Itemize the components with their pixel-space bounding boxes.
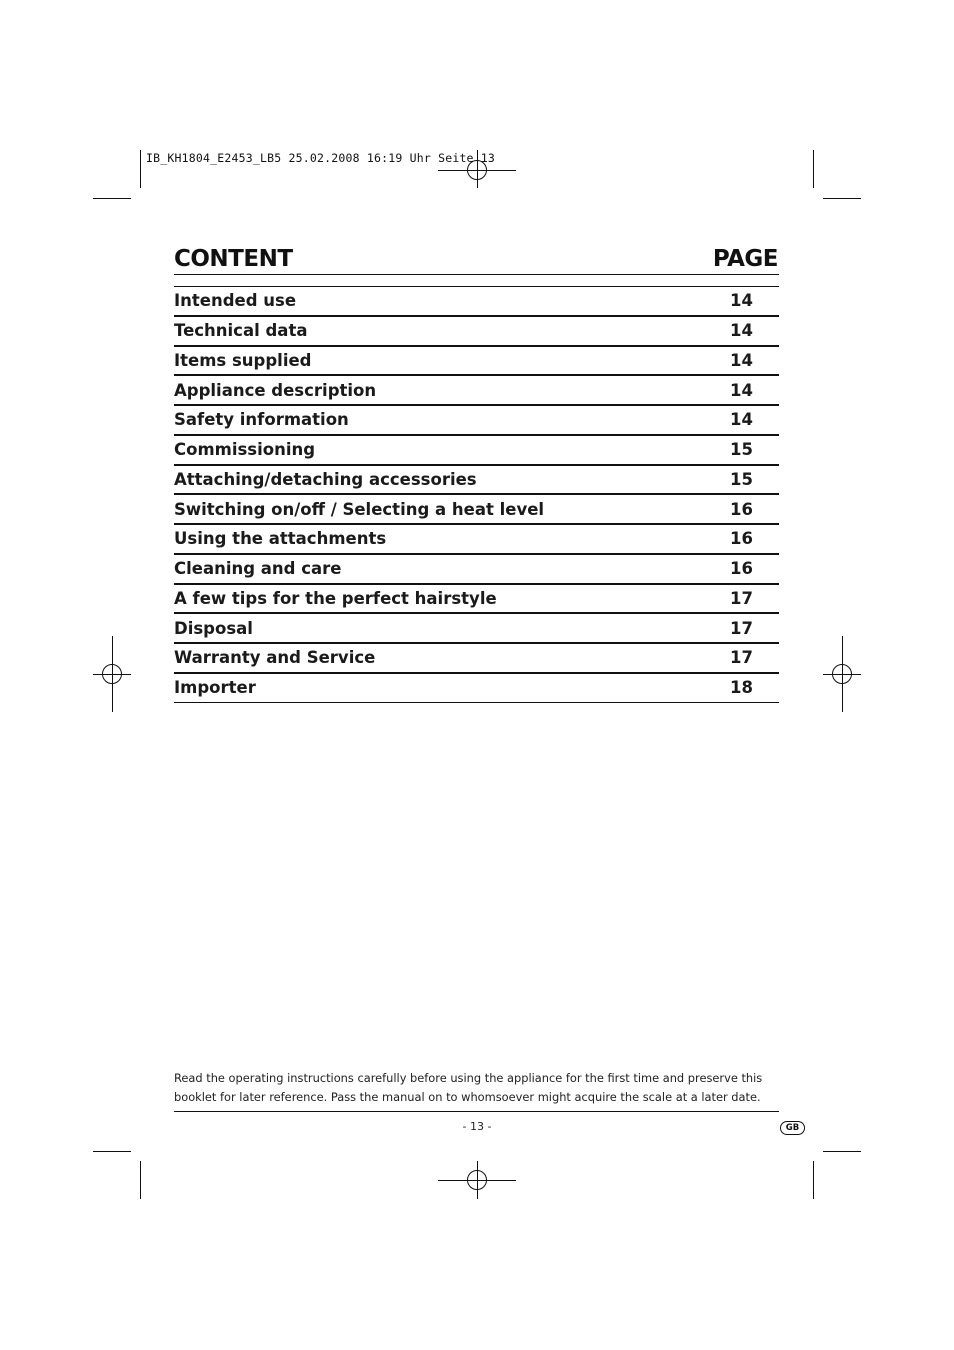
toc-page: 14 bbox=[730, 380, 753, 400]
toc-page: 15 bbox=[730, 440, 753, 460]
crop-mark bbox=[813, 1161, 814, 1199]
toc-row[interactable] bbox=[174, 316, 779, 346]
toc-row[interactable] bbox=[174, 346, 779, 376]
toc-title: Importer bbox=[174, 678, 256, 698]
toc-page: 18 bbox=[730, 678, 753, 698]
toc-row[interactable] bbox=[174, 435, 779, 465]
toc-title: Technical data bbox=[174, 321, 308, 341]
reading-note-line: booklet for later reference. Pass the manual on to whomsoever might acquire the scale at a later date. bbox=[174, 1090, 761, 1104]
language-badge: GB bbox=[780, 1121, 805, 1135]
toc-row[interactable] bbox=[174, 584, 779, 614]
toc-title: Switching on/off / Selecting a heat level bbox=[174, 499, 545, 519]
crop-mark bbox=[823, 198, 861, 199]
toc-title: Appliance description bbox=[174, 380, 377, 400]
crop-mark bbox=[140, 150, 141, 188]
page-number: - 13 - bbox=[462, 1120, 492, 1133]
toc-page: 16 bbox=[730, 559, 753, 579]
registration-circle bbox=[467, 1170, 487, 1190]
footer-rule bbox=[174, 1111, 779, 1112]
toc-row[interactable] bbox=[174, 673, 779, 703]
toc-row[interactable] bbox=[174, 375, 779, 405]
toc-page: 14 bbox=[730, 350, 753, 370]
toc-row[interactable] bbox=[174, 554, 779, 584]
toc-title: Items supplied bbox=[174, 350, 312, 370]
toc-row[interactable] bbox=[174, 613, 779, 643]
toc-page: 16 bbox=[730, 499, 753, 519]
toc-title: Warranty and Service bbox=[174, 648, 376, 668]
crop-mark bbox=[93, 1151, 131, 1152]
toc-heading bbox=[174, 245, 778, 273]
print-slug: IB_KH1804_E2453_LB5 25.02.2008 16:19 Uhr Seite 13 bbox=[146, 151, 496, 165]
toc-page: 17 bbox=[730, 618, 753, 638]
reading-note-line: Read the operating instructions carefully before using the appliance for the first time and preserve this bbox=[174, 1071, 763, 1085]
crop-mark bbox=[823, 1151, 861, 1152]
toc-title: Intended use bbox=[174, 291, 297, 311]
toc-title: Using the attachments bbox=[174, 529, 387, 549]
crop-mark bbox=[140, 1161, 141, 1199]
reading-note bbox=[174, 1069, 774, 1107]
crop-mark bbox=[93, 198, 131, 199]
toc-title: A few tips for the perfect hairstyle bbox=[174, 588, 497, 608]
toc-title: Commissioning bbox=[174, 440, 316, 460]
registration-circle bbox=[102, 664, 122, 684]
toc-page: 16 bbox=[730, 529, 753, 549]
toc-title: Attaching/detaching accessories bbox=[174, 469, 477, 489]
page-heading: PAGE bbox=[712, 246, 778, 272]
crop-mark bbox=[813, 150, 814, 188]
toc-page: 17 bbox=[730, 588, 753, 608]
toc-title: Cleaning and care bbox=[174, 559, 342, 579]
toc-title: Disposal bbox=[174, 618, 253, 638]
toc-row[interactable] bbox=[174, 405, 779, 435]
toc-page: 17 bbox=[730, 648, 753, 668]
toc-page: 14 bbox=[730, 321, 753, 341]
toc-title: Safety information bbox=[174, 410, 349, 430]
registration-circle bbox=[832, 664, 852, 684]
toc-page: 14 bbox=[730, 291, 753, 311]
table-of-contents bbox=[174, 286, 779, 703]
toc-page: 15 bbox=[730, 469, 753, 489]
toc-row[interactable] bbox=[174, 524, 779, 554]
toc-row[interactable] bbox=[174, 286, 779, 316]
toc-page: 14 bbox=[730, 410, 753, 430]
content-heading: CONTENT bbox=[174, 246, 293, 272]
heading-rule bbox=[174, 274, 779, 275]
toc-row[interactable] bbox=[174, 494, 779, 524]
toc-row[interactable] bbox=[174, 465, 779, 495]
toc-row[interactable] bbox=[174, 643, 779, 673]
